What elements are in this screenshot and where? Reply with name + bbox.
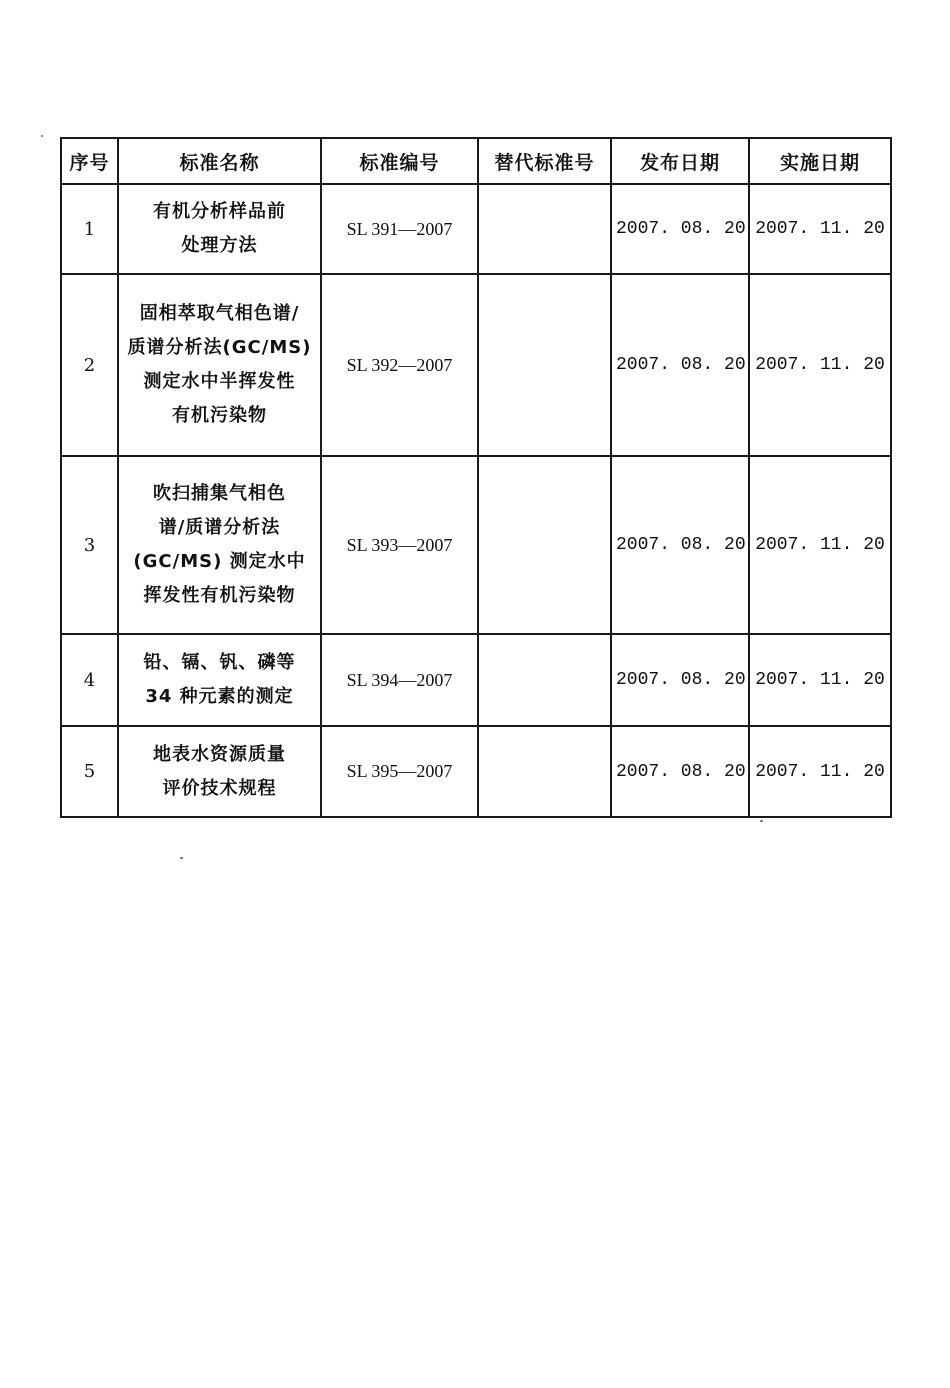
cell-seq: 4 — [61, 634, 118, 726]
cell-seq: 3 — [61, 456, 118, 634]
scan-speck — [760, 820, 763, 822]
cell-effective-date: 2007. 11. 20 — [749, 184, 891, 274]
name-line: 34 种元素的测定 — [145, 686, 294, 707]
cell-replaced-standard — [478, 184, 611, 274]
header-standard-name: 标准名称 — [118, 138, 321, 184]
cell-effective-date: 2007. 11. 20 — [749, 634, 891, 726]
standards-table — [60, 137, 892, 818]
cell-standard-name — [118, 184, 321, 274]
name-line: (GC/MS) 测定水中 — [133, 551, 306, 572]
cell-standard-name — [118, 726, 321, 817]
table-row — [61, 456, 891, 634]
cell-seq: 5 — [61, 726, 118, 817]
cell-issue-date: 2007. 08. 20 — [611, 726, 749, 817]
name-line: 测定水中半挥发性 — [143, 371, 296, 392]
scan-speck — [41, 135, 43, 137]
header-row — [61, 138, 891, 184]
table-row — [61, 184, 891, 274]
cell-seq: 1 — [61, 184, 118, 274]
cell-replaced-standard — [478, 274, 611, 456]
header-seq: 序号 — [61, 138, 118, 184]
cell-effective-date: 2007. 11. 20 — [749, 726, 891, 817]
cell-standard-name — [118, 456, 321, 634]
cell-issue-date: 2007. 08. 20 — [611, 274, 749, 456]
header-effective-date: 实施日期 — [749, 138, 891, 184]
cell-effective-date: 2007. 11. 20 — [749, 274, 891, 456]
cell-replaced-standard — [478, 634, 611, 726]
cell-effective-date: 2007. 11. 20 — [749, 456, 891, 634]
header-issue-date: 发布日期 — [611, 138, 749, 184]
name-line: 有机污染物 — [172, 405, 267, 426]
table-row — [61, 634, 891, 726]
cell-issue-date: 2007. 08. 20 — [611, 184, 749, 274]
name-line: 挥发性有机污染物 — [143, 585, 296, 606]
name-line: 有机分析样品前 — [153, 201, 286, 222]
cell-standard-code: SL 394—2007 — [321, 634, 478, 726]
name-line: 处理方法 — [181, 235, 258, 256]
name-line: 谱/质谱分析法 — [158, 517, 281, 538]
name-line: 固相萃取气相色谱/ — [139, 303, 300, 324]
cell-replaced-standard — [478, 726, 611, 817]
cell-standard-code: SL 391—2007 — [321, 184, 478, 274]
cell-standard-name — [118, 634, 321, 726]
name-line: 吹扫捕集气相色 — [153, 483, 286, 504]
cell-standard-code: SL 395—2007 — [321, 726, 478, 817]
scan-speck — [180, 857, 183, 859]
name-line: 铅、镉、钒、磷等 — [143, 652, 296, 673]
cell-standard-name — [118, 274, 321, 456]
header-standard-code: 标准编号 — [321, 138, 478, 184]
cell-issue-date: 2007. 08. 20 — [611, 634, 749, 726]
cell-standard-code: SL 393—2007 — [321, 456, 478, 634]
header-replaced-standard: 替代标准号 — [478, 138, 611, 184]
cell-replaced-standard — [478, 456, 611, 634]
name-line: 质谱分析法(GC/MS) — [127, 337, 312, 358]
name-line: 地表水资源质量 — [153, 743, 286, 765]
table-row — [61, 274, 891, 456]
cell-standard-code: SL 392—2007 — [321, 274, 478, 456]
cell-seq: 2 — [61, 274, 118, 456]
name-line: 评价技术规程 — [162, 777, 277, 799]
table-row — [61, 726, 891, 817]
cell-issue-date: 2007. 08. 20 — [611, 456, 749, 634]
